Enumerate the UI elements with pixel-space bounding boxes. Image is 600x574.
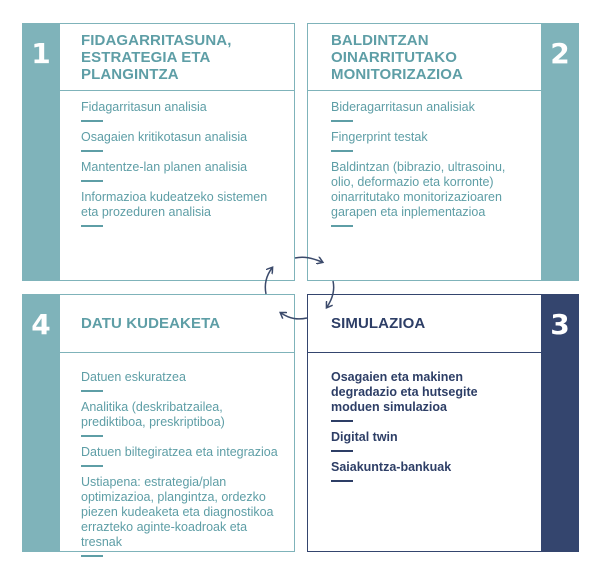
list-item: Datuen eskuratzea: [81, 370, 280, 392]
quadrant-3-title: SIMULAZIOA: [308, 295, 541, 353]
list-item: Digital twin: [331, 430, 527, 452]
list-item: Informazioa kudeatzeko sistemen eta prozeduren analisia: [81, 190, 280, 227]
quadrant-2-title: BALDINTZAN OINARRITUTAKO MONITORIZAZIOA: [308, 24, 541, 91]
list-item: Bideragarritasun analisiak: [331, 100, 527, 122]
arrow-4-to-1-icon: [265, 268, 272, 294]
list-item: Osagaien eta makinen degradazio eta hutsegite moduen simulazioa: [331, 370, 527, 422]
arrow-3-to-4-icon: [281, 313, 307, 319]
quadrant-3-number: 3: [550, 308, 570, 341]
quadrant-1-title: FIDAGARRITASUNA, ESTRATEGIA ETA PLANGINTZA: [60, 24, 294, 91]
list-item: Fidagarritasun analisia: [81, 100, 280, 122]
quadrant-4-number: 4: [31, 308, 51, 341]
quadrant-2-number: 2: [550, 37, 570, 70]
quadrant-4-title: DATU KUDEAKETA: [60, 295, 294, 353]
list-item: Analitika (deskribatzailea, prediktiboa, preskriptiboa): [81, 400, 280, 437]
list-item: Fingerprint testak: [331, 130, 527, 152]
arrow-1-to-2-icon: [295, 257, 322, 262]
list-item: Saiakuntza-bankuak: [331, 460, 527, 482]
list-item: Datuen biltegiratzea eta integrazioa: [81, 445, 280, 467]
list-item: Osagaien kritikotasun analisia: [81, 130, 280, 152]
arrow-2-to-3-icon: [327, 281, 334, 307]
quadrant-1-number: 1: [31, 37, 51, 70]
list-item: Mantentze-lan planen analisia: [81, 160, 280, 182]
list-item: Ustiapena: estrategia/plan optimizazioa, plangintza, ordezko piezen kudeaketa eta diagnostikoa errazteko aginte-koadroak eta tresnak: [81, 475, 280, 557]
list-item: Baldintzan (bibrazio, ultrasoinu, olio, deformazio eta korronte) oinarritutako monitorizazioaren garapen eta inplementazioa: [331, 160, 527, 227]
